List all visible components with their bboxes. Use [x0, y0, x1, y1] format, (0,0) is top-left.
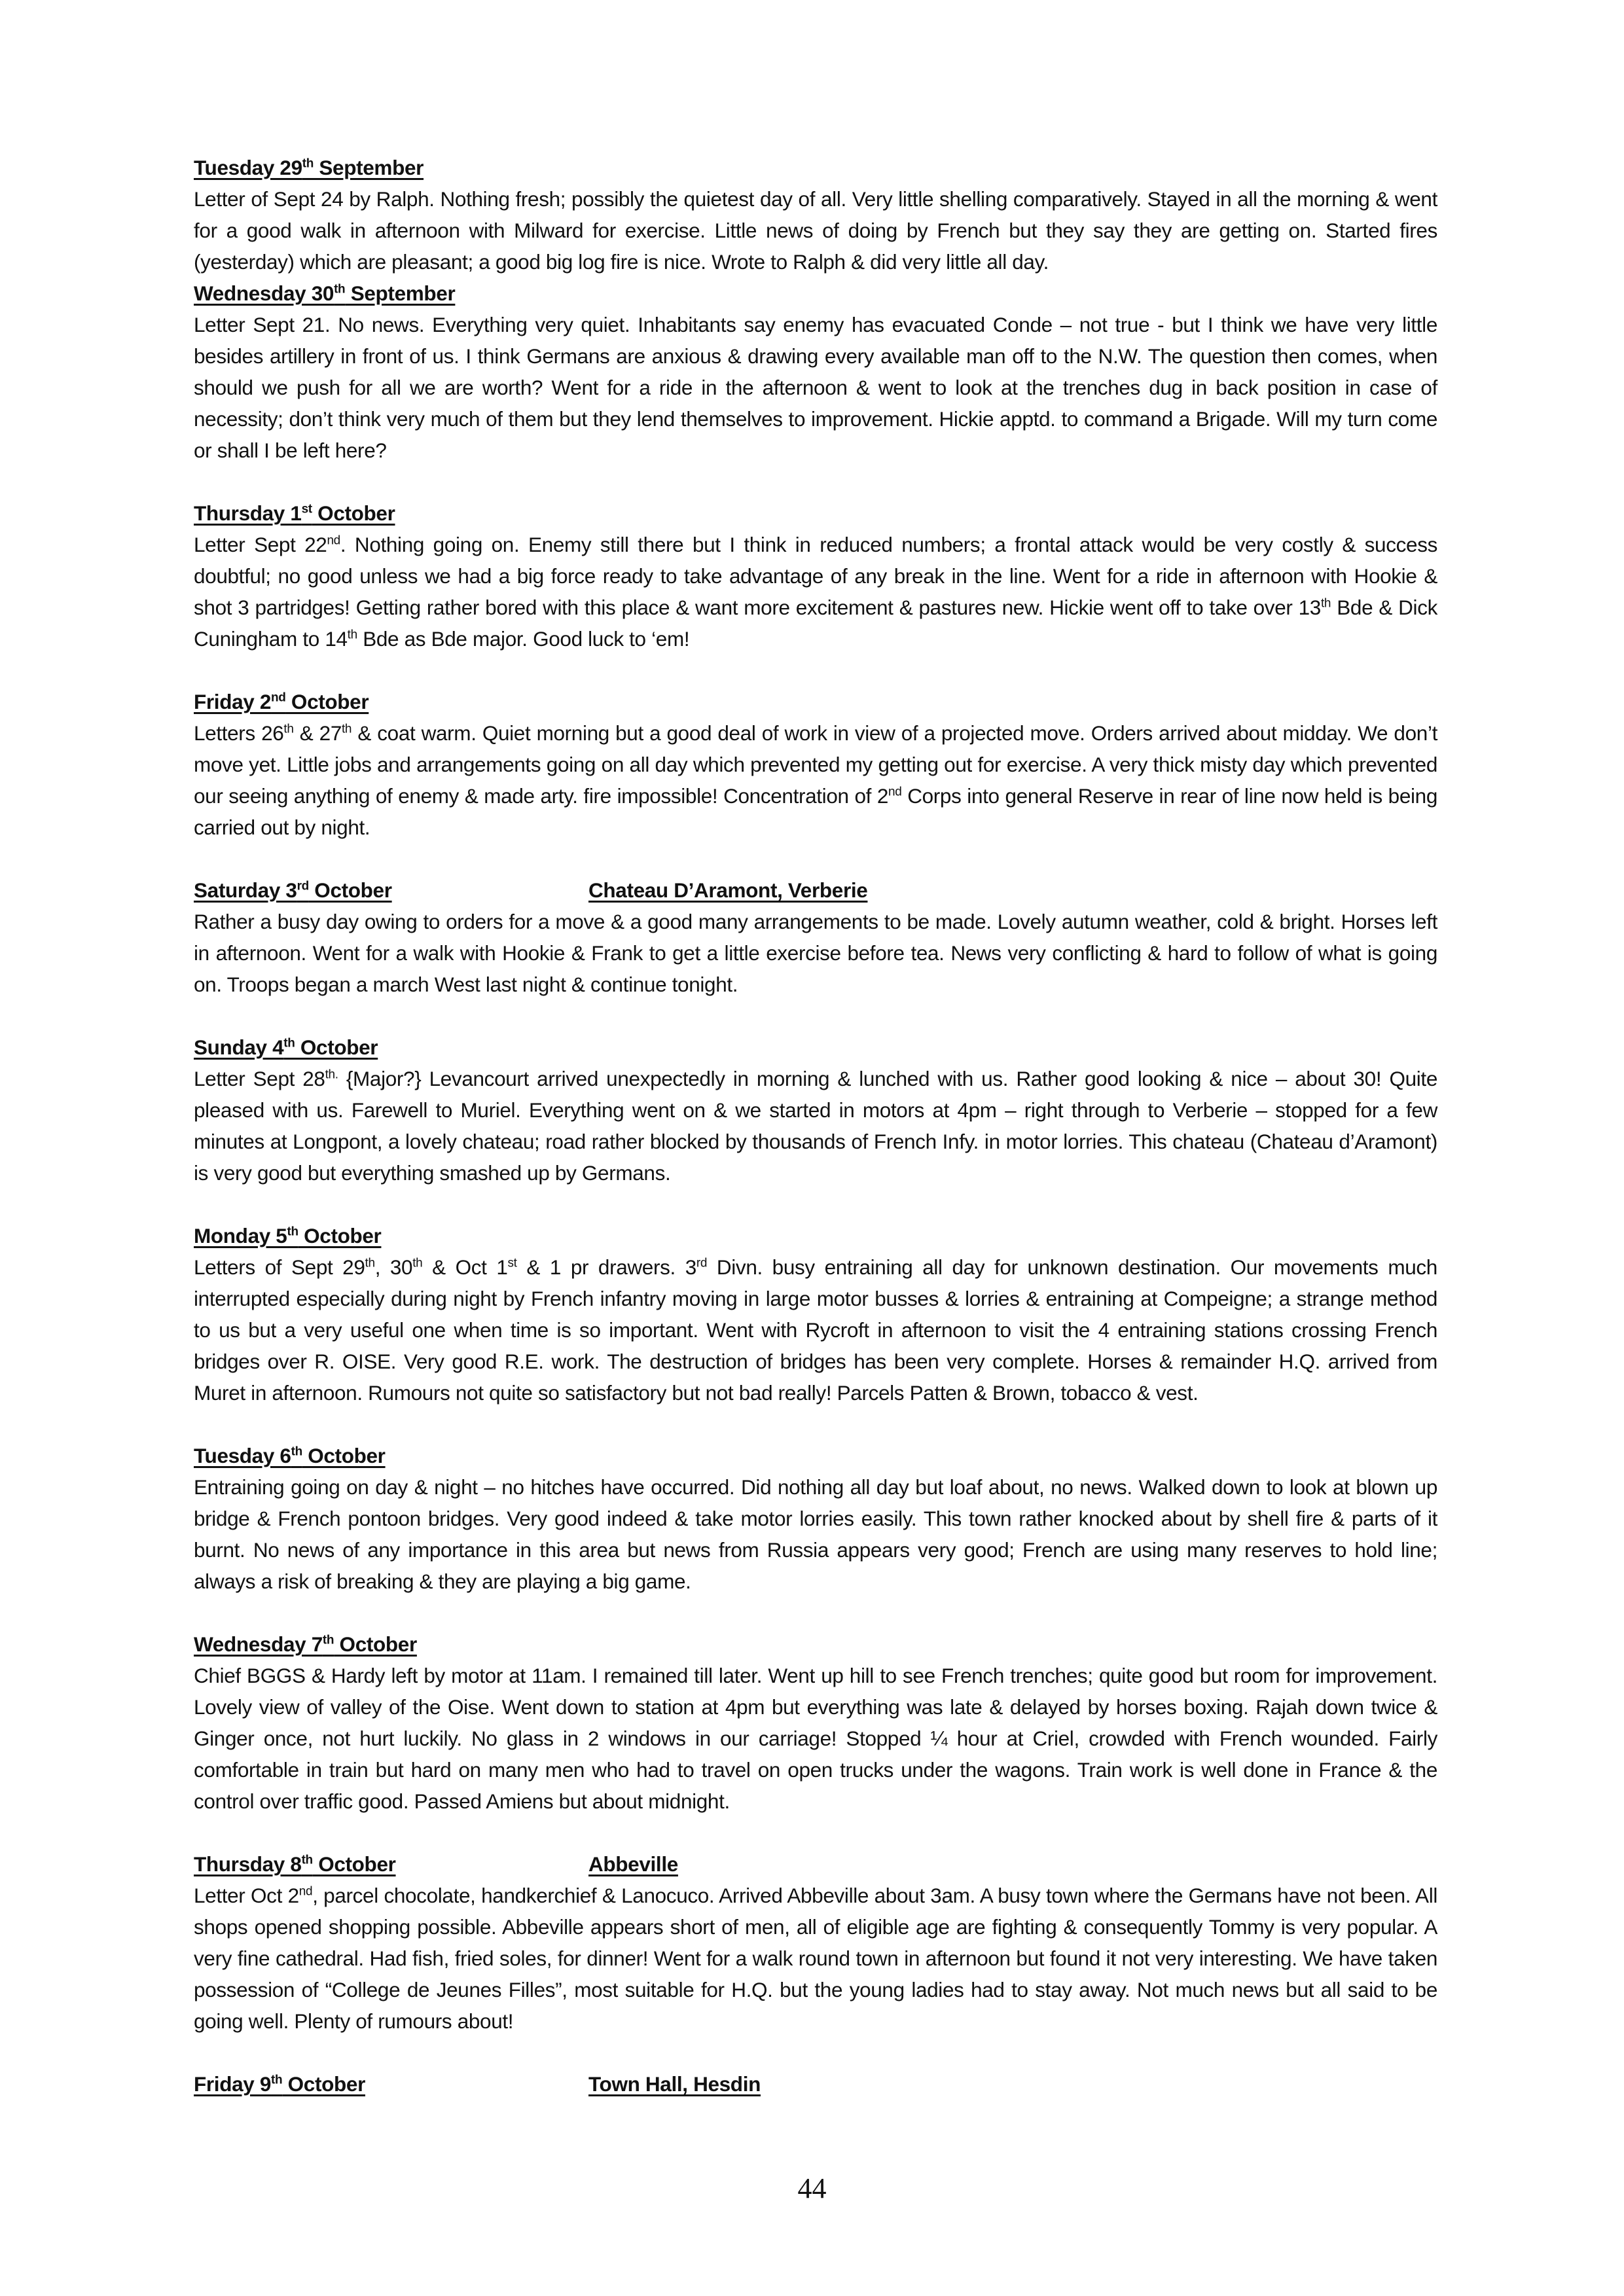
- diary-page: [194, 152, 1437, 2100]
- entry-text: Letter of Sept 24 by Ralph. Nothing fresh; possibly the quietest day of all. Very little shelling comparatively. Stayed in all the morning & went for a good walk in afternoon with Milward for exercise. Little news of doing by French but they say they are getting on. Started fires (yesterday) which are pleasant; a good big log fire is nice. Wrote to Ralph & did very little all day.: [194, 187, 1437, 274]
- entry-date: Wednesday 7th October: [194, 1632, 417, 1656]
- entry-location: Chateau D’Aramont, Verberie: [588, 878, 868, 902]
- entry-heading: [194, 152, 1437, 183]
- diary-entry: [194, 1220, 1437, 1408]
- entries: [194, 152, 1437, 2100]
- entry-text: Entraining going on day & night – no hitches have occurred. Did nothing all day but loaf about, no news. Walked down to look at blown up bridge & French pontoon bridges. Very good indeed & take motor lorries easily. This town rather knocked about by shell fire & parts of it burnt. No news of any importance in this area but news from Russia appears very good; French are using many reserves to hold line; always a risk of breaking & they are playing a big game.: [194, 1475, 1437, 1593]
- entry-heading: [194, 497, 1437, 529]
- entry-text: Letter Sept $28^{th.}$ {Major?} Levancourt arrived unexpectedly in morning & lunched with us. Rather good looking & nice – about 30! Quite pleased with us. Farewell to Muriel. Everything went on & we started in motors at 4pm – right through to Verberie – stopped for a few minutes at Longpont, a lovely chateau; road rather blocked by thousands of French Infy. in motor lorries. This chateau (Chateau d’Aramont) is very good but everything smashed up by Germans.: [194, 1067, 1437, 1185]
- diary-entry: [194, 152, 1437, 278]
- entry-heading: [194, 1440, 1437, 1471]
- entry-date: Friday 2nd October: [194, 690, 369, 713]
- diary-entry: [194, 1848, 1437, 2037]
- entry-text: Letter Oct 2nd, parcel chocolate, handkerchief & Lanocuco. Arrived Abbeville about 3am. A busy town where the Germans have not been. All shops opened shopping possible. Abbeville appears short of men, all of eligible age are fighting & consequently Tommy is very popular. A very fine cathedral. Had fish, fried soles, for dinner! Went for a walk round town in afternoon but found it not very interesting. We have taken possession of “College de Jeunes Filles”, most suitable for H.Q. but the young ladies had to stay away. Not much news but all said to be going well. Plenty of rumours about!: [194, 1884, 1437, 2033]
- entry-date: Tuesday 6th October: [194, 1444, 386, 1467]
- diary-entry: [194, 1440, 1437, 1597]
- entry-date: Sunday 4th October: [194, 1035, 378, 1059]
- entry-date: Thursday 1st October: [194, 501, 395, 525]
- diary-entry: [194, 2068, 1437, 2100]
- entry-heading: [194, 874, 1437, 906]
- entry-date: Monday 5th October: [194, 1224, 382, 1247]
- diary-entry: [194, 874, 1437, 1000]
- entry-text: Chief BGGS & Hardy left by motor at 11am. I remained till later. Went up hill to see French trenches; quite good but room for improvement. Lovely view of valley of the Oise. Went down to station at 4pm but everything was late & delayed by horses boxing. Rajah down twice & Ginger once, not hurt luckily. No glass in 2 windows in our carriage! Stopped ¼ hour at Criel, crowded with French wounded. Fairly comfortable in train but hard on many men who had to travel on open trucks under the wagons. Train work is well done in France & the control over traffic good. Passed Amiens but about midnight.: [194, 1664, 1437, 1813]
- diary-entry: [194, 497, 1437, 655]
- diary-entry: [194, 1031, 1437, 1189]
- entry-date: Tuesday 29th September: [194, 156, 424, 179]
- entry-date: Saturday 3rd October: [194, 878, 392, 902]
- entry-text: Rather a busy day owing to orders for a move & a good many arrangements to be made. Lovely autumn weather, cold & bright. Horses left in afternoon. Went for a walk with Hookie & Frank to get a little exercise before tea. News very conflicting & hard to follow of what is going on. Troops began a march West last night & continue tonight.: [194, 910, 1437, 996]
- page-number: 44: [797, 2172, 827, 2204]
- entry-text: Letters 26th & 27th & coat warm. Quiet morning but a good deal of work in view of a projected move. Orders arrived about midday. We don’t move yet. Little jobs and arrangements going on all day which prevented my getting out for exercise. A very thick misty day which prevented our seeing anything of enemy & made arty. fire impossible! Concentration of 2nd Corps into general Reserve in rear of line now held is being carried out by night.: [194, 721, 1437, 839]
- diary-entry: [194, 1628, 1437, 1817]
- entry-location: Abbeville: [588, 1852, 678, 1876]
- entry-heading: [194, 278, 1437, 309]
- entry-text: Letters of Sept 29th, 30th & Oct 1st & 1 pr drawers. 3rd Divn. busy entraining all day for unknown destination. Our movements much interrupted especially during night by French infantry moving in large motor busses & lorries & entraining at Compeigne; a strange method to us but a very useful one when time is so important. Went with Rycroft in afternoon to visit the 4 entraining stations crossing French bridges over R. OISE. Very good R.E. work. The destruction of bridges has been very complete. Horses & remainder H.Q. arrived from Muret in afternoon. Rumours not quite so satisfactory but not bad really! Parcels Patten & Brown, tobacco & vest.: [194, 1255, 1437, 1405]
- entry-heading: [194, 1628, 1437, 1660]
- entry-text: Letter Sept 22nd. Nothing going on. Enemy still there but I think in reduced numbers; a frontal attack would be very costly & success doubtful; no good unless we had a big force ready to take advantage of any break in the line. Went for a ride in afternoon with Hookie & shot 3 partridges! Getting rather bored with this place & want more excitement & pastures new. Hickie went off to take over 13th Bde & Dick Cuningham to 14th Bde as Bde major. Good luck to ‘em!: [194, 533, 1437, 651]
- entry-heading: [194, 1220, 1437, 1251]
- entry-heading: [194, 1848, 1437, 1880]
- entry-location: Town Hall, Hesdin: [588, 2072, 761, 2096]
- diary-entry: [194, 686, 1437, 843]
- entry-date: Wednesday 30th September: [194, 281, 456, 305]
- entry-heading: [194, 1031, 1437, 1063]
- entry-date: Friday 9th October: [194, 2072, 365, 2096]
- entry-text: Letter Sept 21. No news. Everything very quiet. Inhabitants say enemy has evacuated Conde – not true - but I think we have very little besides artillery in front of us. I think Germans are anxious & drawing every available man off to the N.W. The question then comes, when should we push for all we are worth? Went for a ride in the afternoon & went to look at the trenches dug in back position in case of necessity; don’t think very much of them but they lend themselves to improvement. Hickie apptd. to command a Brigade. Will my turn come or shall I be left here?: [194, 313, 1437, 462]
- diary-entry: [194, 278, 1437, 466]
- entry-date: Thursday 8th October: [194, 1852, 396, 1876]
- entry-heading: [194, 686, 1437, 717]
- entry-heading: [194, 2068, 1437, 2100]
